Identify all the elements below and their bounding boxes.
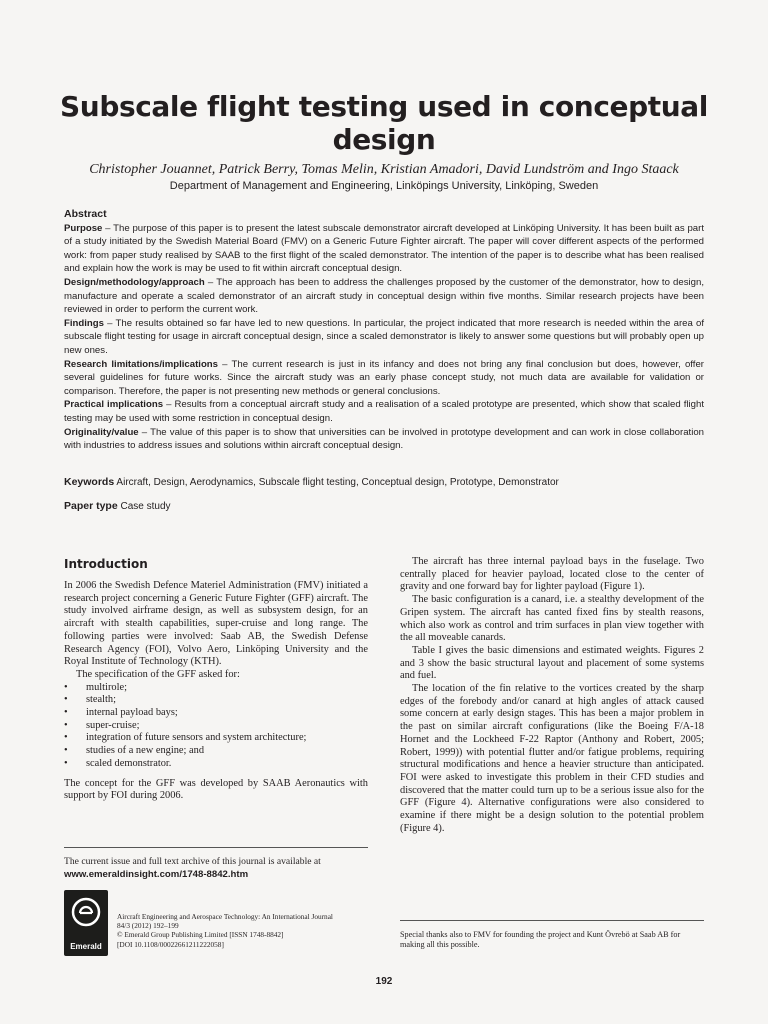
paragraph: The aircraft has three internal payload bays in the fuselage. Two centrally placed for heavier payload, located close to the center of gravity and one forward bay for lighter payload (Figure 1). [400,556,704,593]
paragraph: The location of the fin relative to the vortices created by the sharp edges of the forebody and/or canard at high angles of attack caused some concern at early design stages. This has been a major problem in the past on similar aircraft configurations (like the Boeing F/A-18 Hornet and the Lockheed F-22 Raptor (Anthony and Robert, 2005; Robert, 1999)) with potential flutter and/or fatigue problems, requiring structural modifications and hence a heavier structure than anticipated. FOI were asked to investigate this problem in their CFD studies and discovered that the matter could turn up to be a serious issue also for the GFF (Figure 4). Alternative configurations were also considered to examine if there might be a design solution to the potential problem (Figure 4). [400,683,704,834]
list-item: • stealth; [64,694,368,707]
right-column [400,556,704,835]
logo-label: Emerald [70,942,102,951]
abstract-label: Design/methodology/approach [64,276,205,288]
section-heading-introduction: Introduction [64,557,148,571]
left-column [64,580,368,803]
paper-type-label: Paper type [64,500,118,512]
abstract-label: Findings [64,317,104,329]
list-item: • multirole; [64,682,368,695]
dash: – [204,276,217,288]
list-item: • internal payload bays; [64,707,368,720]
journal-info [117,912,377,949]
keywords-label: Keywords [64,476,115,488]
paragraph: Table I gives the basic dimensions and estimated weights. Figures 2 and 3 show the basic structural layout and placement of some systems and fuel. [400,644,704,682]
keywords [64,476,704,488]
paragraph: In 2006 the Swedish Defence Materiel Administration (FMV) initiated a research project concerning a Generic Future Fighter (GFF) aircraft. The study involved airframe design, as well as subsystem design, for an aircraft with stealth capabilities, super-cruise and long range. The following parties were involved: Saab AB, the Swedish Defense Research Agency (FOI), Volvo Aero, Linköping University and the Royal Institute of Technology (KTH). [64,580,368,668]
dash: – [102,222,114,234]
abstract-text: The results obtained so far have led to new questions. In particular, the project indicated that more research is needed within the area of subscale flight testing for usage in aircraft conceptual design, since a scaled demonstrator is likely to answer some questions but will probably open up new ones. [64,317,705,356]
footnote-divider [400,920,704,921]
abstract-label: Research limitations/implications [64,358,218,370]
acknowledgement-note: Special thanks also to FMV for founding the project and Kunt Övrebö at Saab AB for making all this possible. [400,930,681,950]
archive-text: The current issue and full text archive of this journal is available at [64,856,321,867]
dash: – [138,426,151,438]
abstract-purpose [64,222,704,276]
list-item: • studies of a new engine; and [64,745,368,758]
list-item: • super-cruise; [64,720,368,733]
abstract-text: The purpose of this paper is to present the latest subscale demonstrator aircraft developed at Linköping University. It has been built as part of a study initiated by the Swedish Material Board (FMV) on a Generic Future Fighter aircraft. The paper will cover different aspects of the performed work: from paper study realised by SAAB to the first flight of the scaled demonstrator. The intention of the paper is to describe what has been realised and explain how the work is may be used to fit within aircraft conceptual design. [64,222,704,275]
abstract-label: Originality/value [64,426,139,438]
abstract [64,208,704,453]
affiliation: Department of Management and Engineering, Linköpings University, Linköping, Sweden [169,180,599,192]
journal-line: [DOI 10.1108/00022661211222058] [117,939,224,949]
paper-type-text: Case study [120,501,171,512]
list-item: • integration of future sensors and system architecture; [64,732,368,745]
footnote-divider [64,847,368,848]
abstract-heading: Abstract [64,208,107,220]
emerald-logo-icon [70,896,102,930]
journal-line: © Emerald Group Publishing Limited [ISSN 1748-8842] [117,930,284,940]
archive-note [64,855,368,881]
abstract-text: The current research is just in its infancy and does not bring any final conclusion but does, however, offer several guidelines for future works. Since the aircraft study was an early phase concept study, not much data are available for validation or comparison. Therefore, the paper is not presenting new methods or general conclusions. [64,358,704,397]
paper-title: Subscale flight testing used in conceptual design [60,90,708,156]
journal-line: 84/3 (2012) 192–199 [117,921,179,931]
paragraph: The specification of the GFF asked for: [76,668,240,680]
paper-type [64,500,704,512]
abstract-text: The value of this paper is to show that universities can be involved in prototype development and can work in close collaboration with industries to address issues and solutions within aircraft conceptual design. [64,426,704,452]
abstract-findings [64,317,704,358]
page-number: 192 [375,976,393,987]
spec-list [64,682,368,771]
journal-url-link[interactable]: www.emeraldinsight.com/1748-8842.htm [64,869,249,880]
dash: – [218,358,232,370]
abstract-practical [64,398,704,425]
dash: – [163,399,175,411]
abstract-label: Purpose [64,222,103,234]
author-list: Christopher Jouannet, Patrick Berry, Tomas Melin, Kristian Amadori, David Lundström and Ingo Staack [89,162,679,177]
abstract-originality [64,426,704,453]
abstract-limitations [64,358,704,399]
abstract-label: Practical implications [64,399,164,411]
keywords-text: Aircraft, Design, Aerodynamics, Subscale flight testing, Conceptual design, Prototype, Demonstrator [116,477,559,488]
abstract-text: The approach has been to address the challenges proposed by the customer of the demonstrator, how to design, manufacture and operate a scaled demonstrator of an aircraft study in conceptual design within five months. Similar research projects have been reviewed in order to perform the current work. [64,276,704,316]
dash: – [103,317,116,329]
abstract-text: Results from a conceptual aircraft study and a realisation of a scaled prototype are presented, which show that scaled flight testing may be used with some restriction in conceptual design. [64,399,705,424]
paragraph: The basic configuration is a canard, i.e. a stealthy development of the Gripen system. The aircraft has canted fixed fins by stealth reasons, which also work as control and trim surfaces in plan view together with the all moveable canards. [400,594,704,644]
paragraph: The concept for the GFF was developed by SAAB Aeronautics with support by FOI during 2006. [64,777,368,802]
list-item: • scaled demonstrator. [64,758,368,771]
abstract-methodology [64,276,704,317]
journal-line: Aircraft Engineering and Aerospace Technology: An International Journal [117,912,333,921]
emerald-logo [64,890,108,956]
